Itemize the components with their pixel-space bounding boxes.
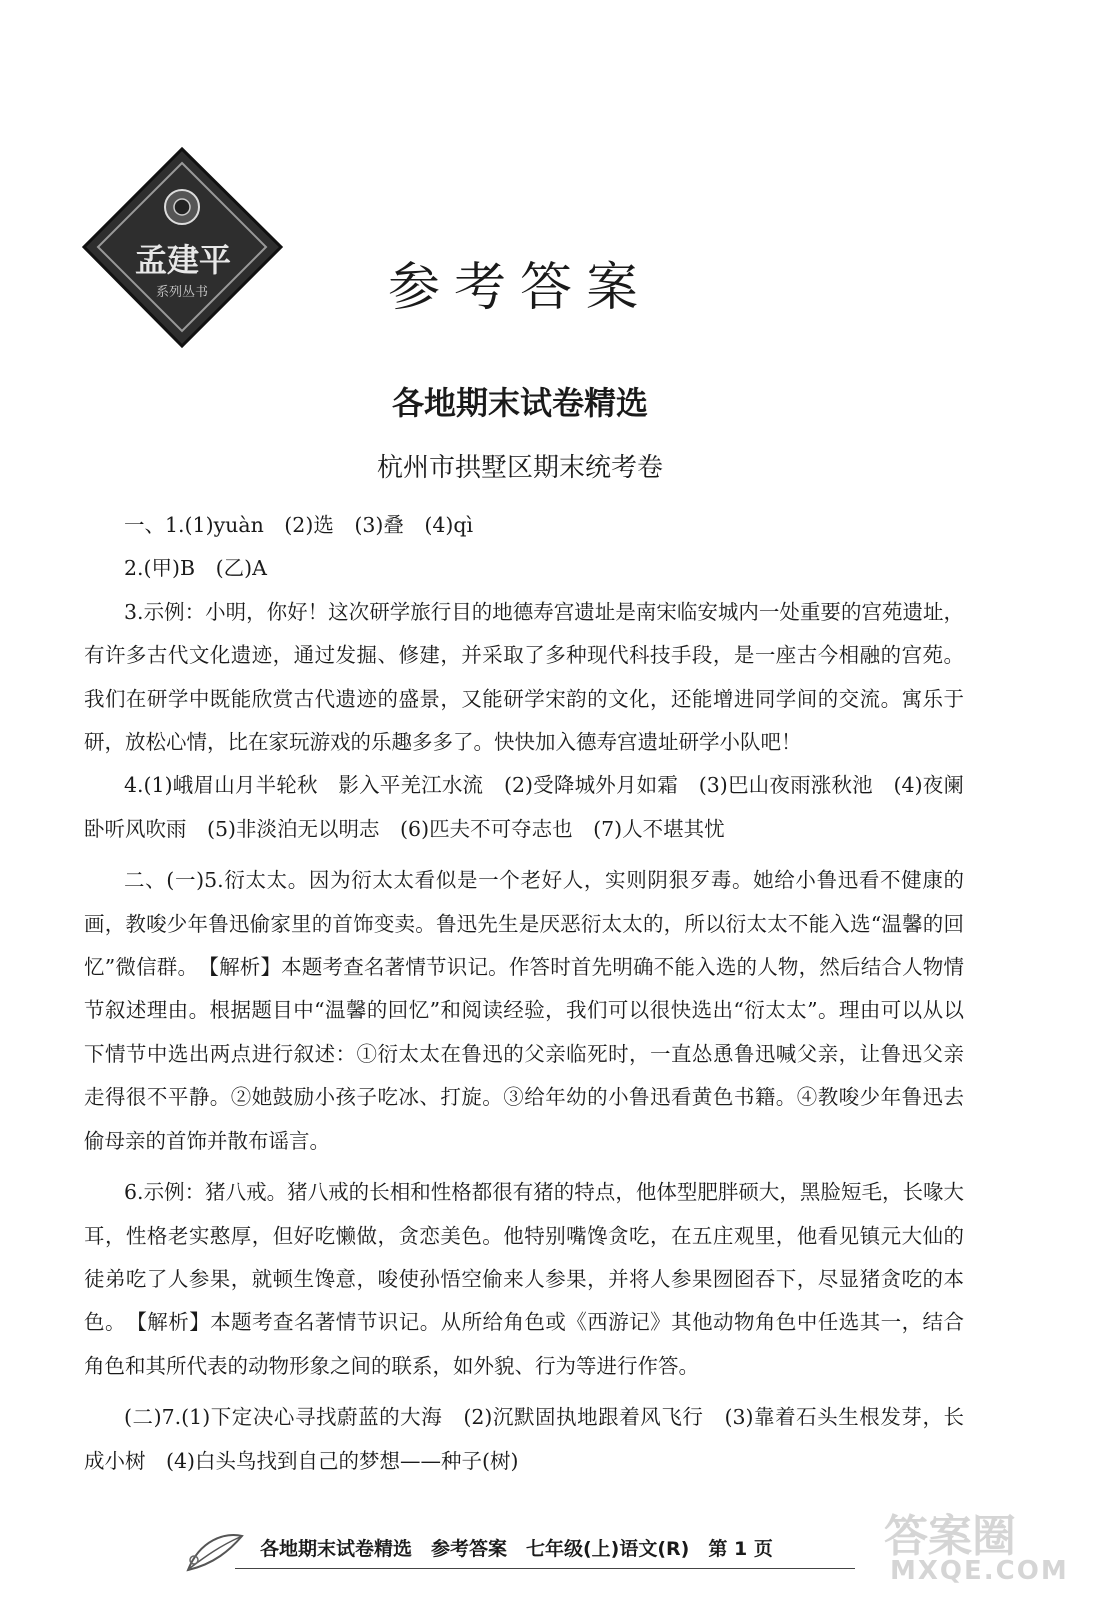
page-title: 参考答案 (387, 258, 652, 318)
answer-body (84, 504, 964, 1483)
answer-paragraph: 6.示例：猪八戒。猪八戒的长相和性格都很有猪的特点，他体型肥胖硕大，黑脸短毛，长喙大耳，性格老实憨厚，但好吃懒做，贪恋美色。他特别嘴馋贪吃，在五庄观里，他看见镇元大仙的徒弟吃了人参果，就顿生馋意，唆使孙悟空偷来人参果，并将人参果囫囵吞下，尽显猪贪吃的本色。 【解析】本题考查名著情节识记。从所给角色或《西游记》其他动物角色中任选其一，结合角色和其所代表的动物形象之间的联系，如外貌、行为等进行作答。 (84, 1180, 964, 1378)
answer-paragraph: 2.(甲)B (乙)A (124, 556, 267, 581)
footer-text: 各地期末试卷精选 参考答案 七年级(上)语文(R) 第 1 页 (260, 1538, 773, 1560)
section-title: 各地期末试卷精选 (391, 384, 648, 422)
footer-divider (235, 1568, 855, 1569)
page-footer (180, 1520, 900, 1580)
watermark-main: 答案圈 (884, 1511, 1016, 1562)
answer-paragraph: 二、(一)5.衍太太。因为衍太太看似是一个老好人，实则阴狠歹毒。她给小鲁迅看不健康的画，教唆少年鲁迅偷家里的首饰变卖。鲁迅先生是厌恶衍太太的，所以衍太太不能入选“温馨的回忆”微信群。 【解析】本题考查名著情节识记。作答时首先明确不能入选的人物，然后结合人物情节叙述理由。根据题目中“温馨的回忆”和阅读经验，我们可以很快选出“衍太太”。理由可以从以下情节中选出两点进行叙述：①衍太太在鲁迅的父亲临死时，一直怂恿鲁迅喊父亲，让鲁迅父亲走得很不平静。②她鼓励小孩子吃冰、打旋。③给年幼的小鲁迅看黄色书籍。④教唆少年鲁迅去偷母亲的首饰并散布谣言。 (84, 868, 964, 1153)
watermark-url: MXQE.COM (890, 1556, 1069, 1586)
watermark (884, 1500, 1084, 1590)
answer-paragraph: 3.示例：小明，你好！这次研学旅行目的地德寿宫遗址是南宋临安城内一处重要的宫苑遗址，有许多古代文化遗迹，通过发掘、修建，并采取了多种现代科技手段，是一座古今相融的宫苑。我们在研学中既能欣赏古代遗迹的盛景，又能研学宋韵的文化，还能增进同学间的交流。寓乐于研，放松心情，比在家玩游戏的乐趣多多了。快快加入德寿宫遗址研学小队吧！ (84, 599, 964, 755)
logo-subtext: 系列丛书 (155, 285, 208, 300)
leaf-ornament-icon (180, 1520, 250, 1580)
answer-paragraph: 一、1.(1)yuàn (2)选 (3)叠 (4)qì (124, 513, 474, 537)
exam-title: 杭州市拱墅区期末统考卷 (376, 453, 663, 483)
answer-paragraph: 4.(1)峨眉山月半轮秋 影入平羌江水流 (2)受降城外月如霜 (3)巴山夜雨涨秋池 (4)夜阑卧听风吹雨 (5)非淡泊无以明志 (6)匹夫不可夺志也 (7)人不堪其忧 (84, 773, 964, 841)
logo-text: 孟建平 (134, 241, 231, 279)
answer-paragraph: (二)7.(1)下定决心寻找蔚蓝的大海 (2)沉默固执地跟着风飞行 (3)靠着石头生根发芽，长成小树 (4)白头鸟找到自己的梦想——种子(树) (84, 1405, 964, 1473)
